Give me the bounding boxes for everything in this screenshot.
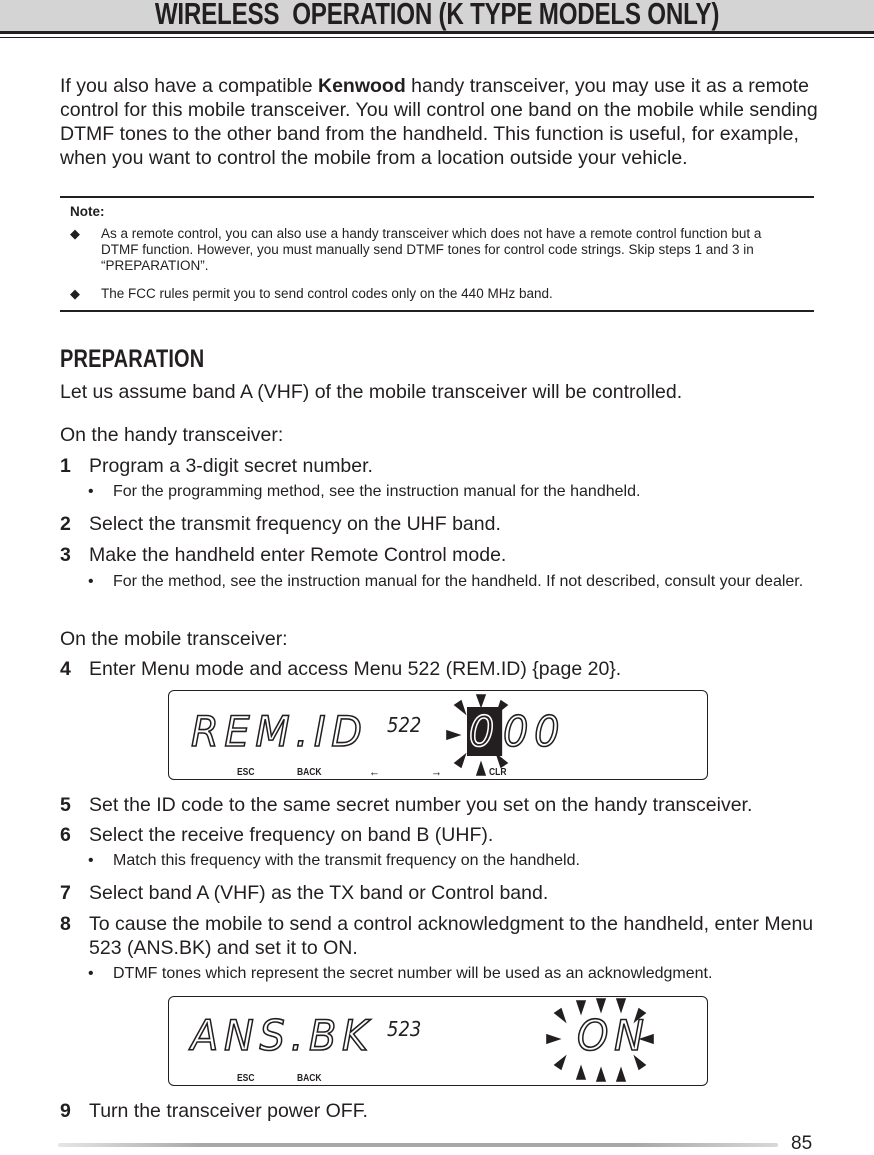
lcd-setting-value: ON (577, 1011, 650, 1060)
step-number: 3 (60, 544, 71, 566)
dot-bullet-icon: • (88, 852, 94, 869)
lcd-display-rem-id (168, 690, 708, 780)
step-number: 9 (60, 1100, 71, 1122)
diamond-bullet-icon: ◆ (70, 286, 80, 301)
dot-bullet-icon: • (88, 573, 94, 590)
step-text: Make the handheld enter Remote Control mode. (89, 544, 507, 566)
lcd-menu-number: 522 (387, 713, 422, 737)
mobile-subheading: On the mobile transceiver: (60, 628, 288, 650)
step-number: 6 (60, 824, 71, 846)
step-text: Turn the transceiver power OFF. (89, 1100, 368, 1122)
left-arrow-icon: ← (369, 764, 381, 779)
section-heading: PREPARATION (60, 345, 205, 373)
lcd-menu-name: REM.ID (191, 707, 368, 756)
diamond-bullet-icon: ◆ (70, 226, 80, 241)
header-rule (0, 31, 874, 34)
lcd-key-clr: CLR (489, 767, 507, 778)
lcd-value-digits: 00 (503, 707, 566, 756)
handy-subheading: On the handy transceiver: (60, 424, 284, 446)
page-header-title: WIRELESS OPERATION (K TYPE MODELS ONLY) (154, 0, 720, 31)
intro-paragraph (60, 74, 820, 170)
intro-text-start: If you also have a compatible (60, 75, 318, 97)
step-number: 4 (60, 658, 71, 680)
step-text: Select the receive frequency on band B (UHF). (89, 824, 494, 846)
step-text: Enter Menu mode and access Menu 522 (REM.ID) {page 20}. (89, 658, 622, 680)
subnote-text: Match this frequency with the transmit frequency on the handheld. (113, 852, 580, 869)
brand-name: Kenwood (318, 75, 406, 97)
step-number: 2 (60, 513, 71, 535)
step-text: Set the ID code to the same secret number you set on the handy transceiver. (89, 794, 753, 816)
header-rule-thin (0, 37, 874, 38)
dot-bullet-icon: • (88, 483, 94, 500)
footer-bar (58, 1143, 778, 1147)
step-text: Program a 3-digit secret number. (89, 455, 373, 477)
step-text: To cause the mobile to send a control acknowledgment to the handheld, enter Menu 523 (ANS.BK) and set it to ON. (89, 913, 814, 959)
assumption-paragraph: Let us assume band A (VHF) of the mobile transceiver will be controlled. (60, 381, 683, 403)
lcd-key-back: BACK (297, 1073, 322, 1084)
lcd-blinking-digit: 0 (468, 707, 500, 756)
subnote-text: For the method, see the instruction manual for the handheld. If not described, consult your dealer. (113, 573, 804, 590)
step-text: Select the transmit frequency on the UHF band. (89, 513, 501, 535)
lcd-key-esc: ESC (237, 767, 255, 778)
step-number: 8 (60, 913, 71, 935)
note-title: Note: (70, 204, 105, 219)
step-number: 7 (60, 882, 71, 904)
note-text: The FCC rules permit you to send control codes only on the 440 MHz band. (101, 286, 553, 301)
subnote-text: For the programming method, see the instruction manual for the handheld. (113, 483, 641, 500)
intro-text-rest: handy transceiver, you may use it as a remote control for this mobile transceiver. You will control one band on the mobile while sending DTMF tones to the other band from the handheld. This function is useful, for example, when you want to control the mobile from a location outside your vehicle. (60, 75, 818, 169)
lcd-menu-name: ANS.BK (191, 1011, 374, 1060)
right-arrow-icon: → (431, 764, 443, 779)
note-box (60, 196, 814, 312)
step-number: 5 (60, 794, 71, 816)
note-text: As a remote control, you can also use a handy transceiver which does not have a remote control function but a DTMF function. However, you must manually send DTMF tones for control code strings. Skip steps 1 and 3 in “PREPARATION”. (101, 226, 762, 273)
lcd-key-esc: ESC (237, 1073, 255, 1084)
lcd-display-ans-bk (168, 996, 708, 1086)
dot-bullet-icon: • (88, 965, 94, 982)
page-number: 85 (791, 1133, 813, 1154)
subnote-text: DTMF tones which represent the secret number will be used as an acknowledgment. (113, 965, 713, 982)
lcd-key-back: BACK (297, 767, 322, 778)
step-number: 1 (60, 455, 71, 477)
lcd-menu-number: 523 (387, 1017, 422, 1041)
step-text: Select band A (VHF) as the TX band or Control band. (89, 882, 549, 904)
